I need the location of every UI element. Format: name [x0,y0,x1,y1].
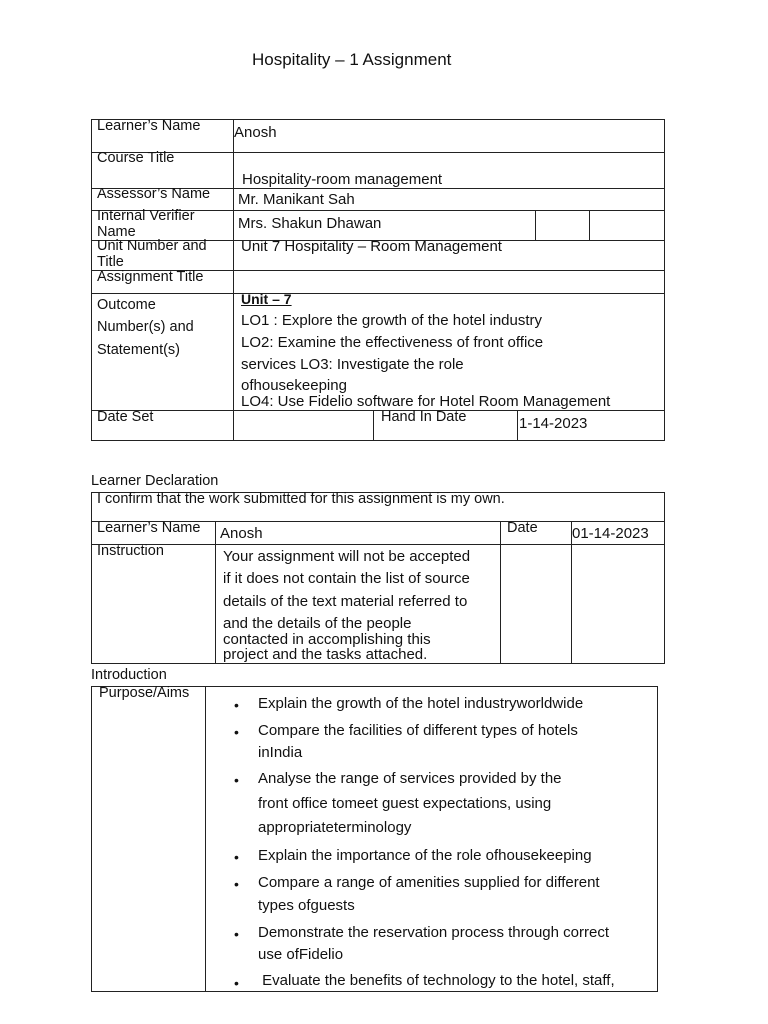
outcome-label: Outcome [97,297,156,313]
bullet-icon: • [234,926,239,942]
learner-name-label: Learner’s Name [97,118,201,134]
assignment-title-label: Assignment Title [97,269,204,285]
instruction-label: Instruction [97,543,164,559]
bullet-icon: • [234,697,239,713]
aim-item-cont: appropriateterminology [258,819,412,836]
aim-item-cont: inIndia [258,744,303,761]
unit-label-2: Title [97,254,124,270]
introduction-heading: Introduction [91,667,167,683]
outcome-unit: Unit – 7 [241,291,292,307]
aim-item: Explain the importance of the role ofhousekeeping [258,847,592,864]
assessor-value: Mr. Manikant Sah [238,191,355,208]
bullet-icon: • [234,849,239,865]
course-title-value: Hospitality-room management [242,171,443,188]
aim-item: Analyse the range of services provided by the [258,770,562,787]
declaration-heading: Learner Declaration [91,473,219,489]
unit-label: Unit Number and [97,238,207,254]
hand-in-value: 1-14-2023 [519,415,588,432]
outcome-lo3: services LO3: Investigate the role [241,356,464,373]
aim-item: Compare a range of amenities supplied for different [258,874,600,891]
outcome-lo4: LO4: Use Fidelio software for Hotel Room Management [241,393,611,410]
aim-item: Compare the facilities of different types of hotels [258,722,578,739]
instruction-line: Your assignment will not be accepted [223,548,471,565]
outcome-lo3-cont: ofhousekeeping [241,377,347,394]
aim-item: Evaluate the benefits of technology to the hotel, staff, [258,972,615,989]
hand-in-label: Hand In Date [381,409,467,425]
declaration-date-label: Date [507,520,538,536]
outcome-lo2: LO2: Examine the effectiveness of front office [241,334,544,351]
declaration-learner-value: Anosh [220,525,263,542]
outcome-label-3: Statement(s) [97,342,180,358]
declaration-learner-label: Learner’s Name [97,520,201,536]
aim-item-cont: front office tomeet guest expectations, using [258,795,552,812]
bullet-icon: • [234,876,239,892]
instruction-line: project and the tasks attached. [223,646,428,663]
date-set-label: Date Set [97,409,154,425]
bullet-icon: • [234,724,239,740]
bullet-icon: • [234,772,239,788]
declaration-date-value: 01-14-2023 [572,525,649,542]
aim-item-cont: types ofguests [258,897,355,914]
purpose-label: Purpose/Aims [99,685,190,701]
verifier-value: Mrs. Shakun Dhawan [238,215,382,232]
verifier-label-2: Name [97,224,136,240]
unit-value: Unit 7 Hospitality – Room Management [241,238,502,255]
aim-item: Demonstrate the reservation process through correct [258,924,609,941]
learner-name-value: Anosh [234,124,277,141]
instruction-line: if it does not contain the list of source [223,570,470,587]
aim-item-cont: use ofFidelio [258,946,344,963]
verifier-label: Internal Verifier [97,208,195,224]
bullet-icon: • [234,975,239,991]
instruction-line: contacted in accomplishing this [223,631,431,648]
page-title: Hospitality – 1 Assignment [252,50,452,69]
aim-item: Explain the growth of the hotel industryworldwide [258,695,584,712]
instruction-line: and the details of the people [223,615,412,632]
declaration-statement: I confirm that the work submitted for this assignment is my own. [97,491,505,507]
assessor-label: Assessor’s Name [97,186,211,202]
outcome-lo1: LO1 : Explore the growth of the hotel industry [241,312,543,329]
course-title-label: Course Title [97,150,175,166]
outcome-label-2: Number(s) and [97,319,194,335]
instruction-line: details of the text material referred to [223,593,468,610]
